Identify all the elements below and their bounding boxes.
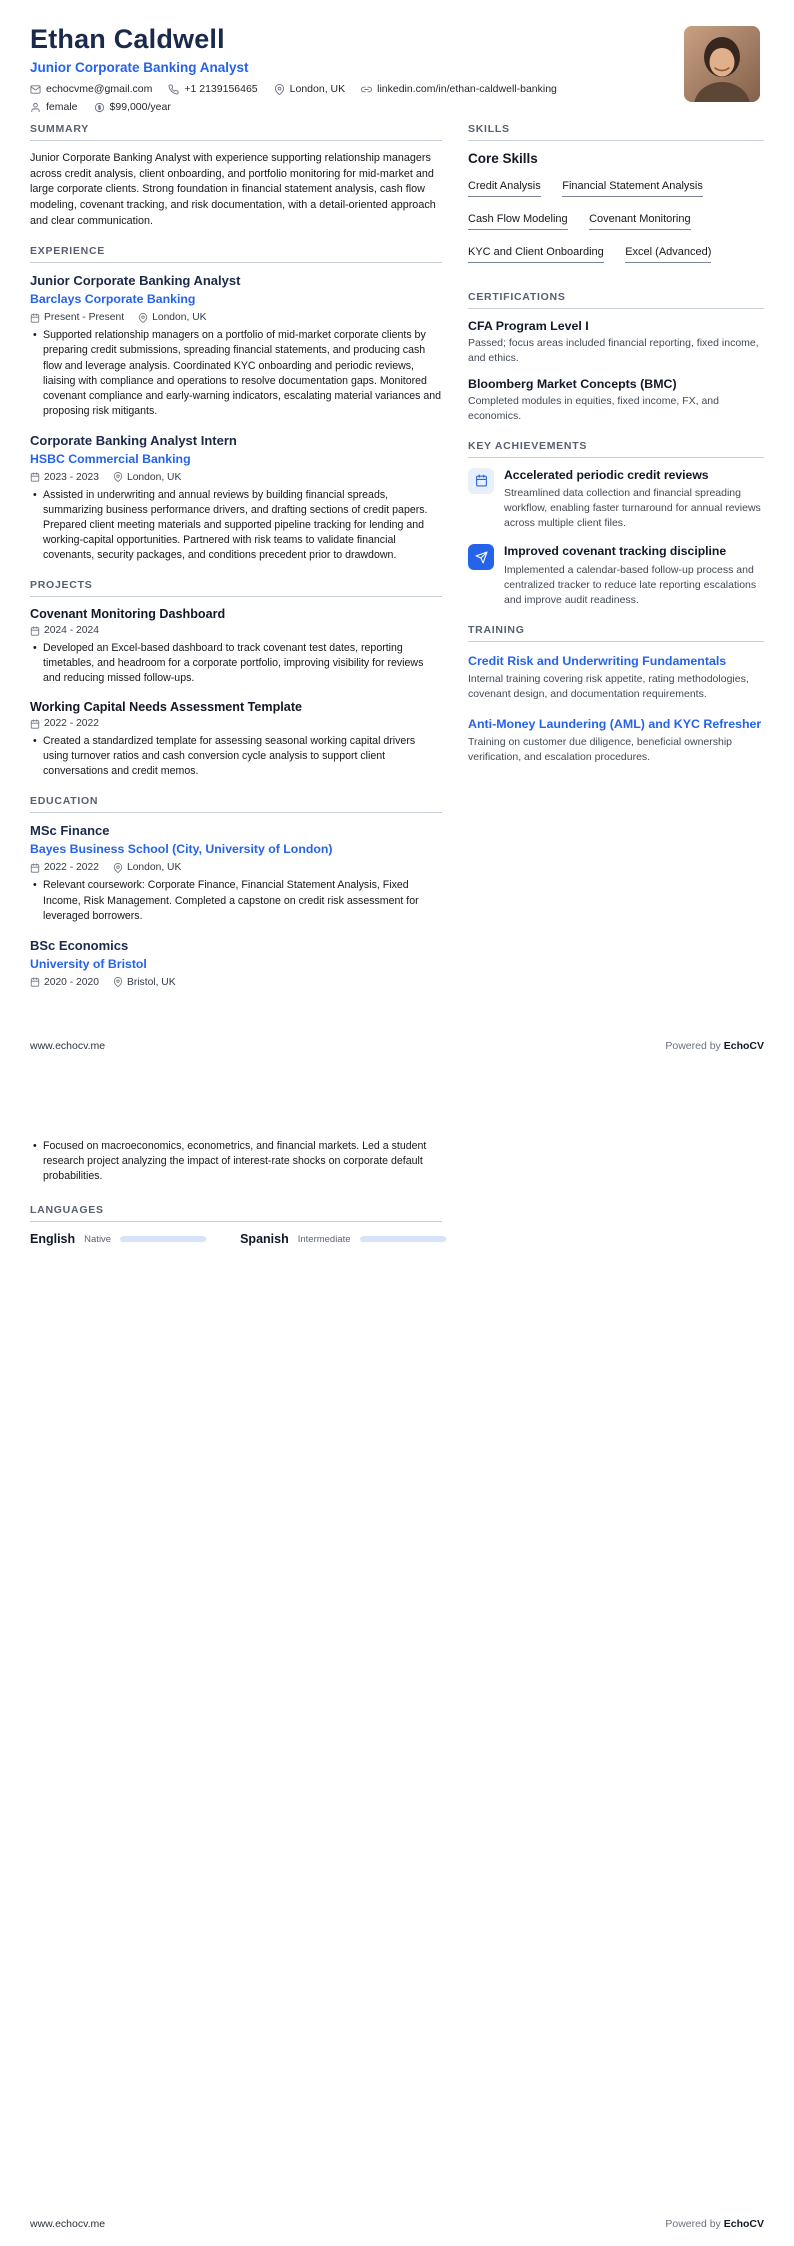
- project-dates-text: 2024 - 2024: [44, 625, 99, 637]
- contact-linkedin[interactable]: [361, 83, 557, 95]
- project-bullets: [30, 641, 442, 686]
- powered-by-prefix: Powered by: [665, 1040, 721, 1052]
- training-title-link[interactable]: Credit Risk and Underwriting Fundamentals: [468, 653, 727, 668]
- contact-salary-text: $99,000/year: [109, 101, 171, 113]
- languages-section: [30, 1204, 442, 1246]
- calendar-icon: [30, 977, 40, 987]
- skills-heading: SKILLS: [468, 123, 764, 141]
- skill-group-title: Core Skills: [468, 151, 538, 166]
- language-name: Spanish: [240, 1232, 289, 1247]
- job-title: Corporate Banking Analyst Intern: [30, 432, 237, 448]
- job-meta: [30, 472, 442, 483]
- bullet: • Created a standardized template for assessing seasonal working capital drivers using turnover ratios and cash conversion cycle analysis to support client conversations and credit memos.: [43, 734, 442, 779]
- education-meta: [30, 977, 442, 988]
- contact-row-1: [30, 83, 644, 95]
- language-row: [30, 1232, 442, 1246]
- certification-desc: Passed; focus areas included financial reporting, fixed income, and ethics.: [468, 337, 759, 364]
- right-column: [468, 123, 764, 1004]
- bullet: • Assisted in underwriting and annual reviews by building financial spreads, summarizing business performance drivers, and drafting sections of credit papers. Prepared client meeting materials and supported pipeline tracking for lending and working-capital opportunities. Partnered with risk teams to validate financial covenants, security packages, and conditions precedent prior to drawdown.: [43, 488, 442, 563]
- job-location: [138, 312, 206, 323]
- education-dates: [30, 862, 99, 873]
- company-link[interactable]: Barclays Corporate Banking: [30, 292, 196, 307]
- skill-chip: Excel (Advanced): [625, 246, 711, 263]
- education-item: [30, 938, 442, 988]
- location-pin-icon: [113, 863, 123, 873]
- training-heading: TRAINING: [468, 624, 764, 642]
- achievements-section: [468, 440, 764, 608]
- education-section: [30, 795, 442, 988]
- person-name: Ethan Caldwell: [30, 24, 225, 54]
- skill-chip: Financial Statement Analysis: [562, 180, 703, 197]
- person-job-title: Junior Corporate Banking Analyst: [30, 60, 249, 75]
- training-item: [468, 652, 764, 702]
- education-location: [113, 862, 181, 873]
- salary-icon: [94, 102, 105, 113]
- job-bullets: [30, 328, 442, 418]
- powered-by: [665, 2218, 764, 2230]
- language-entry: [30, 1232, 206, 1246]
- projects-section: [30, 579, 442, 779]
- summary-text: Junior Corporate Banking Analyst with experience supporting relationship managers across credit analysis, client onboarding, and portfolio monitoring for mid-market and large corporate clients. Strong foundation in financial statement analysis, cash flow modeling, covenant tracking, and risk documentation, with a detail-oriented approach and clear communication.: [30, 152, 436, 227]
- projects-heading: PROJECTS: [30, 579, 442, 597]
- calendar-icon: [30, 863, 40, 873]
- achievements-heading: KEY ACHIEVEMENTS: [468, 440, 764, 458]
- project-item: [30, 700, 442, 779]
- education-location-text: London, UK: [126, 862, 182, 874]
- certifications-heading: CERTIFICATIONS: [468, 291, 764, 309]
- contact-gender-text: female: [46, 101, 78, 113]
- project-dates: [30, 625, 99, 636]
- location-pin-icon: [113, 472, 123, 482]
- languages-heading: LANGUAGES: [30, 1204, 442, 1222]
- education-item: [30, 823, 442, 923]
- language-level: Native: [84, 1233, 112, 1245]
- calendar-icon: [30, 313, 40, 323]
- achievement-item: [468, 544, 764, 608]
- degree-title: MSc Finance: [30, 823, 110, 839]
- powered-by: [665, 1040, 764, 1052]
- contact-phone-text: +1 2139156465: [184, 83, 258, 95]
- contact-phone[interactable]: [168, 83, 257, 95]
- contact-linkedin-text: linkedin.com/in/ethan-caldwell-banking: [377, 83, 557, 95]
- company-link[interactable]: HSBC Commercial Banking: [30, 451, 191, 466]
- two-column-layout: [30, 123, 764, 1004]
- contact-salary: [94, 101, 171, 113]
- page-1: [0, 0, 794, 1078]
- person-icon: [30, 102, 41, 113]
- job-location-text: London, UK: [152, 312, 207, 324]
- calendar-check-icon: [468, 468, 494, 494]
- job-bullets: [30, 488, 442, 563]
- project-title: Working Capital Needs Assessment Template: [30, 700, 303, 715]
- job-dates-text: Present - Present: [44, 312, 125, 324]
- skill-chip: Credit Analysis: [468, 180, 541, 197]
- school-link[interactable]: University of Bristol: [30, 956, 147, 971]
- degree-title: BSc Economics: [30, 937, 129, 953]
- footer-site-link[interactable]: www.echocv.me: [30, 1040, 106, 1052]
- bullet: • Developed an Excel-based dashboard to track covenant test dates, reporting timetables, and headroom for a corporate portfolio, improving visibility for reviews and reducing missed follow-ups.: [43, 641, 442, 686]
- certifications-section: [468, 291, 764, 424]
- location-pin-icon: [274, 84, 285, 95]
- contact-email-text: echocvme@gmail.com: [46, 83, 153, 95]
- experience-section: [30, 245, 442, 563]
- language-proficiency-bar: [120, 1236, 206, 1242]
- link-icon: [361, 84, 372, 95]
- skill-chips: [468, 176, 764, 275]
- mail-icon: [30, 84, 41, 95]
- job-title: Junior Corporate Banking Analyst: [30, 273, 241, 289]
- skill-chip: Covenant Monitoring: [589, 213, 691, 230]
- education-bullets: [30, 1139, 442, 1184]
- education-dates-text: 2022 - 2022: [44, 862, 99, 874]
- education-location: [113, 977, 176, 988]
- calendar-icon: [30, 719, 40, 729]
- education-heading: EDUCATION: [30, 795, 442, 813]
- achievement-title: Accelerated periodic credit reviews: [504, 467, 709, 482]
- certification-item: [468, 377, 764, 424]
- calendar-icon: [30, 472, 40, 482]
- experience-item: [30, 433, 442, 563]
- project-meta: [30, 718, 442, 729]
- project-dates: [30, 718, 99, 729]
- bullet: • Focused on macroeconomics, econometrics, and financial markets. Led a student research project analyzing the impact of interest-rate shocks on corporate default probabilities.: [43, 1139, 442, 1184]
- cv-header: [30, 24, 764, 113]
- powered-by-prefix: Powered by: [665, 2218, 721, 2230]
- calendar-icon: [30, 626, 40, 636]
- job-dates-text: 2023 - 2023: [44, 471, 99, 483]
- contact-email[interactable]: [30, 83, 152, 95]
- left-column: [30, 123, 442, 1004]
- project-dates-text: 2022 - 2022: [44, 718, 99, 730]
- skill-chip: Cash Flow Modeling: [468, 213, 568, 230]
- profile-photo: [684, 26, 760, 102]
- project-meta: [30, 625, 442, 636]
- certification-desc: Completed modules in equities, fixed income, FX, and economics.: [468, 394, 719, 422]
- education-bullets: [30, 878, 442, 923]
- summary-heading: SUMMARY: [30, 123, 442, 141]
- skills-section: [468, 123, 764, 275]
- phone-icon: [168, 84, 179, 95]
- experience-item: [30, 273, 442, 418]
- contact-location-text: London, UK: [289, 83, 346, 95]
- contact-gender: [30, 101, 78, 113]
- brand-name: EchoCV: [723, 2218, 764, 2230]
- bullet: • Relevant coursework: Corporate Finance, Financial Statement Analysis, Fixed Income, Risk Management. Completed a capstone on credit risk assessment for leveraged borrowers.: [43, 878, 442, 923]
- job-meta: [30, 312, 442, 323]
- education-dates-text: 2020 - 2020: [44, 976, 99, 988]
- certification-title: Bloomberg Market Concepts (BMC): [468, 376, 677, 391]
- page-footer: [30, 2218, 764, 2230]
- education-continuation: [30, 1139, 442, 1184]
- language-entry: [240, 1232, 445, 1246]
- achievement-desc: Implemented a calendar-based follow-up process and centralized tracker to reduce late reporting escalations and improve audit readiness.: [504, 564, 757, 606]
- page-footer: [30, 1040, 764, 1052]
- education-dates: [30, 977, 99, 988]
- job-dates: [30, 472, 99, 483]
- paper-plane-icon: [475, 551, 488, 564]
- experience-heading: EXPERIENCE: [30, 245, 442, 263]
- education-meta: [30, 862, 442, 873]
- achievement-item: [468, 468, 764, 532]
- achievement-body: [504, 544, 764, 608]
- school-link[interactable]: Bayes Business School (City, University of London): [30, 842, 333, 857]
- project-item: [30, 607, 442, 686]
- education-location-text: Bristol, UK: [126, 976, 176, 988]
- job-location: [113, 472, 181, 483]
- location-pin-icon: [138, 313, 148, 323]
- achievement-title: Improved covenant tracking discipline: [504, 544, 727, 559]
- footer-site-link[interactable]: www.echocv.me: [30, 2218, 106, 2230]
- achievement-body: [504, 468, 764, 532]
- training-desc: Training on customer due diligence, beneficial ownership verification, and escalation procedures.: [468, 735, 733, 763]
- summary-section: [30, 123, 442, 229]
- page-2: [0, 1078, 794, 2246]
- training-section: [468, 624, 764, 765]
- location-pin-icon: [113, 977, 123, 987]
- training-title-link[interactable]: Anti-Money Laundering (AML) and KYC Refresher: [468, 716, 762, 731]
- project-title: Covenant Monitoring Dashboard: [30, 607, 226, 622]
- training-desc: Internal training covering risk appetite, rating methodologies, covenant design, and documentation requirements.: [468, 672, 749, 700]
- language-level: Intermediate: [297, 1233, 351, 1245]
- send-icon: [468, 544, 494, 570]
- certification-item: [468, 319, 764, 366]
- contact-location: [274, 83, 345, 95]
- skill-chip: KYC and Client Onboarding: [468, 246, 604, 263]
- calendar-icon: [475, 474, 488, 487]
- certification-title: CFA Program Level I: [468, 319, 589, 333]
- brand-name: EchoCV: [723, 1040, 764, 1052]
- language-name: English: [30, 1232, 76, 1247]
- training-item: [468, 715, 764, 765]
- job-location-text: London, UK: [126, 471, 182, 483]
- project-bullets: [30, 734, 442, 779]
- achievement-desc: Streamlined data collection and financial spreading workflow, enabling faster turnaround for annual reviews across multiple client files.: [504, 487, 761, 530]
- bullet: • Supported relationship managers on a portfolio of mid-market corporate clients by preparing credit submissions, spreading financial statements, and producing cash flow and leverage analysis. Coordinated KYC onboarding and periodic reviews, liaising with compliance and operations to resolve documentation gaps. Monitored covenant compliance and early-warning indicators, escalating material variances and proposing risk mitigants.: [43, 328, 442, 418]
- contact-row-2: [30, 101, 644, 113]
- job-dates: [30, 312, 124, 323]
- language-proficiency-bar: [360, 1236, 446, 1242]
